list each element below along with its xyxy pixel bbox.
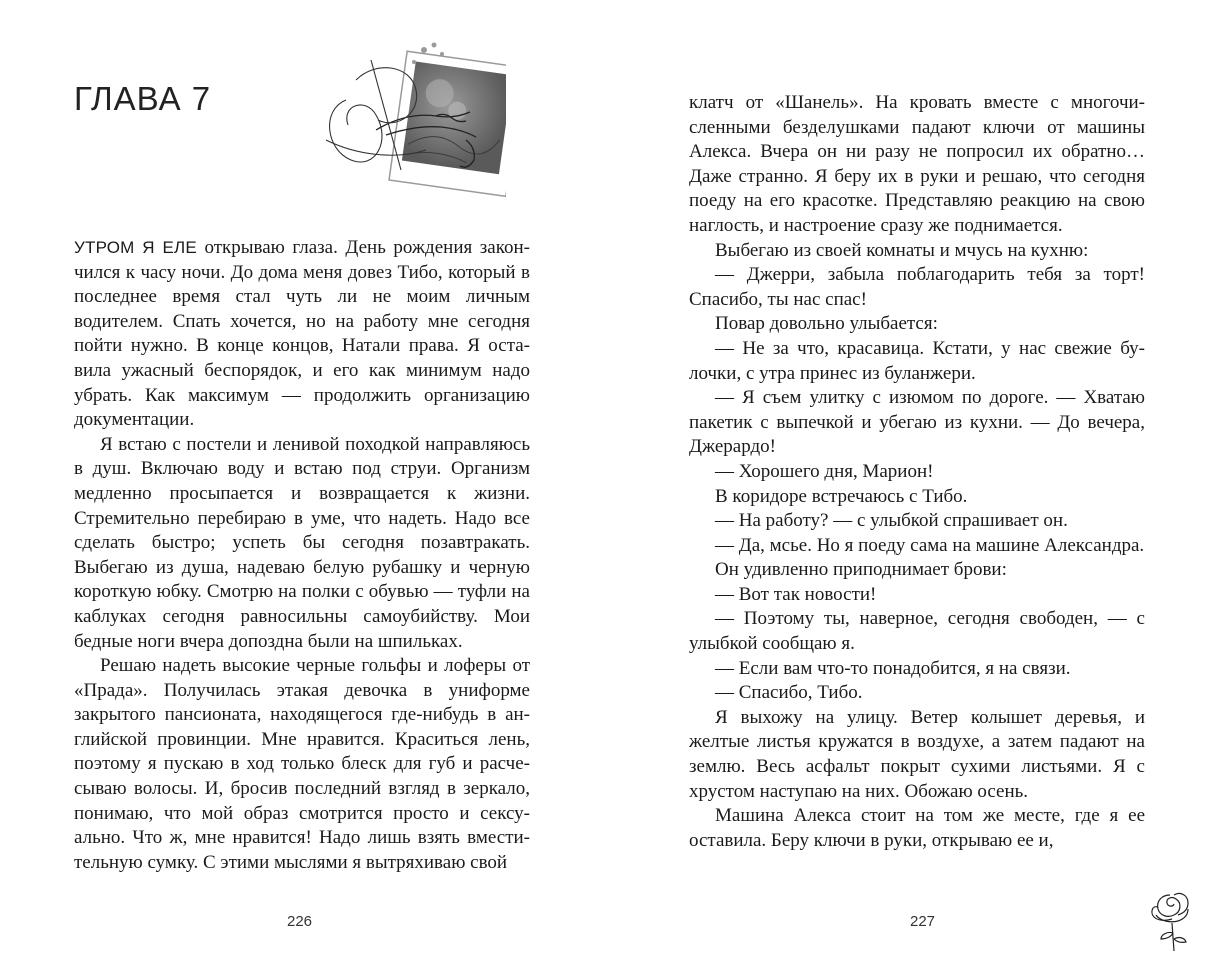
left-page-text bbox=[74, 236, 530, 875]
lead-in: УТРОМ Я ЕЛЕ bbox=[74, 238, 197, 257]
paragraph: Я выхожу на улицу. Ветер колышет деревья, и желтые листья кружатся в воздухе, а затем падают на землю. Весь асфальт покрыт сухими листьями. Я с хрустом наступаю на них. Обожаю осень. bbox=[689, 706, 1145, 802]
paragraph: Выбегаю из своей комнаты и мчусь на кухню: bbox=[715, 239, 1089, 261]
rose-icon bbox=[1148, 885, 1196, 953]
left-page bbox=[0, 0, 610, 976]
paragraph: Машина Алекса стоит на том же месте, где я ее оставила. Беру ключи в руки, открываю ее и, bbox=[689, 805, 1145, 851]
paragraph: — Поэтому ты, наверное, сегодня свободен, — с улыбкой сообщаю я. bbox=[689, 608, 1145, 655]
paragraph: клатч от «Шанель». На кровать вместе с многочисленными безделушками падают ключи от машины Алекса. Вчера он ни разу не попросил их обратно… Даже странно. Я беру их в руки и решаю, что сегодня поеду на его красотке. Представляю реакцию на свою наглость, и настроение сразу же поднимается. bbox=[689, 92, 1145, 236]
chapter-illustration bbox=[316, 40, 506, 200]
paragraph bbox=[74, 236, 530, 433]
paragraph: В коридоре встречаюсь с Тибо. bbox=[715, 485, 968, 507]
paragraph: Я встаю с постели и ленивой походкой направляюсь в душ. Включаю воду и встаю под струи. Организм медленно просыпается и возвращается к жизни. Стремительно перебираю в уме, что надеть. Надо все сделать быстро; успеть бы сегодня позавтракать. Выбегаю из душа, надеваю белую рубашку и черную короткую юбку. Смотрю на полки с обувью — туфли на каблуках сегодня равносильны самоубийству. Мои бедные ноги вчера допоздна были на шпильках. bbox=[74, 433, 530, 652]
paragraph: — Джерри, забыла поблагодарить тебя за торт! Спасибо, ты нас спас! bbox=[689, 264, 1145, 310]
paragraph: — Я съем улитку с изюмом по дороге. — Хватаю пакетик с выпечкой и убегаю из кухни. — До вечера, Джерардо! bbox=[689, 387, 1145, 458]
page-number: 227 bbox=[910, 913, 936, 930]
paragraph: — Да, мсье. Но я поеду сама на машине Александра. bbox=[715, 534, 1145, 556]
photo-frame bbox=[389, 51, 506, 196]
paragraph: Повар довольно улыбается: bbox=[715, 313, 938, 335]
chapter-title: ГЛАВА 7 bbox=[74, 80, 212, 117]
paragraph: — Если вам что-то понадобится, я на связи. bbox=[715, 657, 1071, 679]
right-page bbox=[610, 0, 1221, 976]
paragraph: Решаю надеть высокие черные гольфы и лоферы от «Прада». Получилась этакая девочка в униформе закрытого пансионата, находящегося где-нибудь в английской провинции. Мне нравится. Краситься лень, поэтому я пускаю в ход только блеск для губ и расчесываю волосы. И, бросив последний взгляд в зеркало, понимаю, что мой образ смотрится просто и сексуально. Что ж, мне нравится! Надо лишь взять вместительную сумку. С этими мыслями я вытряхиваю свой bbox=[74, 655, 530, 873]
paragraph: — Не за что, красавица. Кстати, у нас свежие булочки, с утра принес из буланжери. bbox=[689, 337, 1145, 384]
paragraph-text: открываю глаза. День рождения закончился к часу ночи. До дома меня довез Тибо, который в последнее время стал чуть ли не моим личным водителем. Спать хочется, но на работу мне сегодня пойти нужно. В конце концов, Натали права. Я оставила ужасный беспорядок, и его как минимум надо убрать. Как максимум — продолжить организацию документации. bbox=[74, 237, 530, 431]
page-number: 226 bbox=[287, 913, 313, 930]
paragraph: — На работу? — с улыбкой спрашивает он. bbox=[715, 510, 1068, 532]
paragraph: — Спасибо, Тибо. bbox=[715, 682, 863, 704]
paragraph: — Хорошего дня, Марион! bbox=[715, 460, 934, 482]
right-page-text bbox=[689, 91, 1145, 853]
paragraph: Он удивленно приподнимает брови: bbox=[715, 559, 1007, 581]
paragraph: — Вот так новости! bbox=[715, 583, 877, 605]
